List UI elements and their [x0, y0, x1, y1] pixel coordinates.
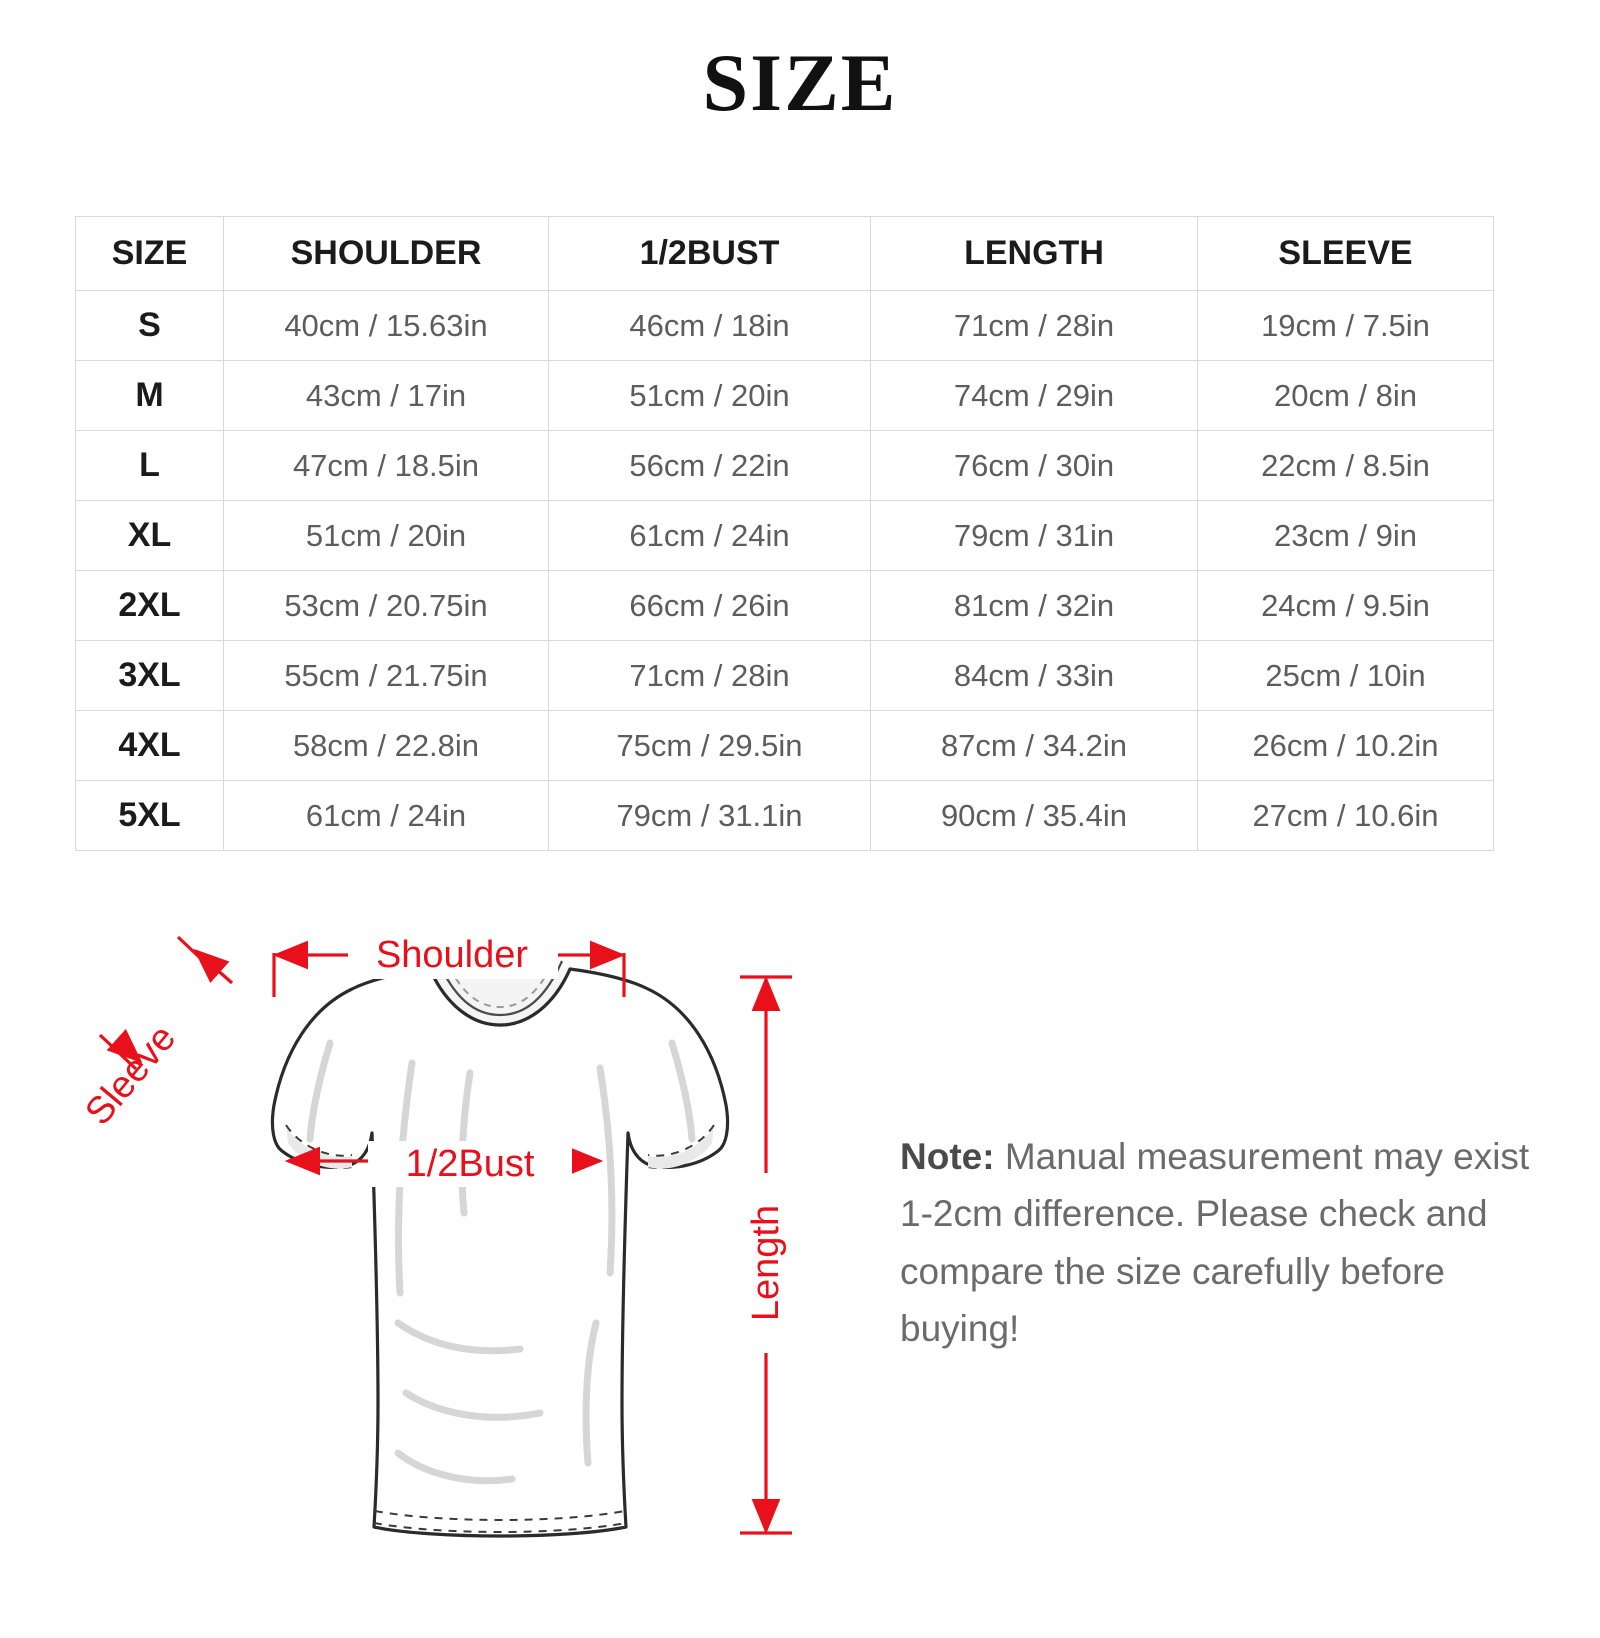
- shoulder-label: Shoulder: [375, 934, 529, 976]
- cell-shoulder: 43cm / 17in: [224, 361, 549, 431]
- length-label-group: [742, 1173, 790, 1353]
- cell-sleeve: 20cm / 8in: [1198, 361, 1494, 431]
- cell-sleeve: 27cm / 10.6in: [1198, 781, 1494, 851]
- cell-shoulder: 51cm / 20in: [224, 501, 549, 571]
- cell-size: 4XL: [76, 711, 224, 781]
- cell-sleeve: 22cm / 8.5in: [1198, 431, 1494, 501]
- table-row: [76, 361, 1494, 431]
- cell-length: 79cm / 31in: [871, 501, 1198, 571]
- cell-length: 87cm / 34.2in: [871, 711, 1198, 781]
- column-header-length: LENGTH: [871, 217, 1198, 291]
- cell-sleeve: 24cm / 9.5in: [1198, 571, 1494, 641]
- bust-label: 1/2Bust: [405, 1143, 535, 1185]
- cell-length: 71cm / 28in: [871, 291, 1198, 361]
- table-row: [76, 641, 1494, 711]
- table-row: [76, 501, 1494, 571]
- cell-size: 3XL: [76, 641, 224, 711]
- column-header-size: SIZE: [76, 217, 224, 291]
- size-table: [75, 216, 1494, 851]
- cell-size: XL: [76, 501, 224, 571]
- table-row: [76, 431, 1494, 501]
- cell-length: 90cm / 35.4in: [871, 781, 1198, 851]
- cell-length: 74cm / 29in: [871, 361, 1198, 431]
- measurement-note: [900, 1128, 1540, 1357]
- cell-shoulder: 40cm / 15.63in: [224, 291, 549, 361]
- size-table-container: [75, 216, 1493, 851]
- cell-bust: 75cm / 29.5in: [549, 711, 871, 781]
- table-row: [76, 711, 1494, 781]
- column-header-shoulder: SHOULDER: [224, 217, 549, 291]
- cell-shoulder: 58cm / 22.8in: [224, 711, 549, 781]
- cell-size: M: [76, 361, 224, 431]
- tshirt-illustration: [272, 955, 727, 1536]
- note-prefix: Note:: [900, 1136, 995, 1177]
- sleeve-label-group: [77, 1017, 184, 1133]
- cell-sleeve: 26cm / 10.2in: [1198, 711, 1494, 781]
- cell-bust: 46cm / 18in: [549, 291, 871, 361]
- cell-shoulder: 55cm / 21.75in: [224, 641, 549, 711]
- cell-size: 5XL: [76, 781, 224, 851]
- table-row: [76, 291, 1494, 361]
- cell-shoulder: 47cm / 18.5in: [224, 431, 549, 501]
- column-header-sleeve: SLEEVE: [1198, 217, 1494, 291]
- cell-size: S: [76, 291, 224, 361]
- cell-bust: 61cm / 24in: [549, 501, 871, 571]
- table-row: [76, 571, 1494, 641]
- cell-shoulder: 53cm / 20.75in: [224, 571, 549, 641]
- cell-bust: 71cm / 28in: [549, 641, 871, 711]
- cell-bust: 79cm / 31.1in: [549, 781, 871, 851]
- cell-length: 84cm / 33in: [871, 641, 1198, 711]
- cell-bust: 51cm / 20in: [549, 361, 871, 431]
- length-label: Length: [745, 1204, 787, 1322]
- cell-size: 2XL: [76, 571, 224, 641]
- cell-length: 81cm / 32in: [871, 571, 1198, 641]
- cell-bust: 66cm / 26in: [549, 571, 871, 641]
- table-header-row: [76, 217, 1494, 291]
- sleeve-label: Sleeve: [77, 1017, 185, 1134]
- cell-bust: 56cm / 22in: [549, 431, 871, 501]
- note-text: Manual measurement may exist 1-2cm difference. Please check and compare the size carefully before buying!: [900, 1136, 1530, 1350]
- cell-sleeve: 25cm / 10in: [1198, 641, 1494, 711]
- cell-size: L: [76, 431, 224, 501]
- cell-length: 76cm / 30in: [871, 431, 1198, 501]
- cell-sleeve: 23cm / 9in: [1198, 501, 1494, 571]
- cell-shoulder: 61cm / 24in: [224, 781, 549, 851]
- cell-sleeve: 19cm / 7.5in: [1198, 291, 1494, 361]
- column-header-bust: 1/2BUST: [549, 217, 871, 291]
- page-title: SIZE: [702, 37, 898, 128]
- table-row: [76, 781, 1494, 851]
